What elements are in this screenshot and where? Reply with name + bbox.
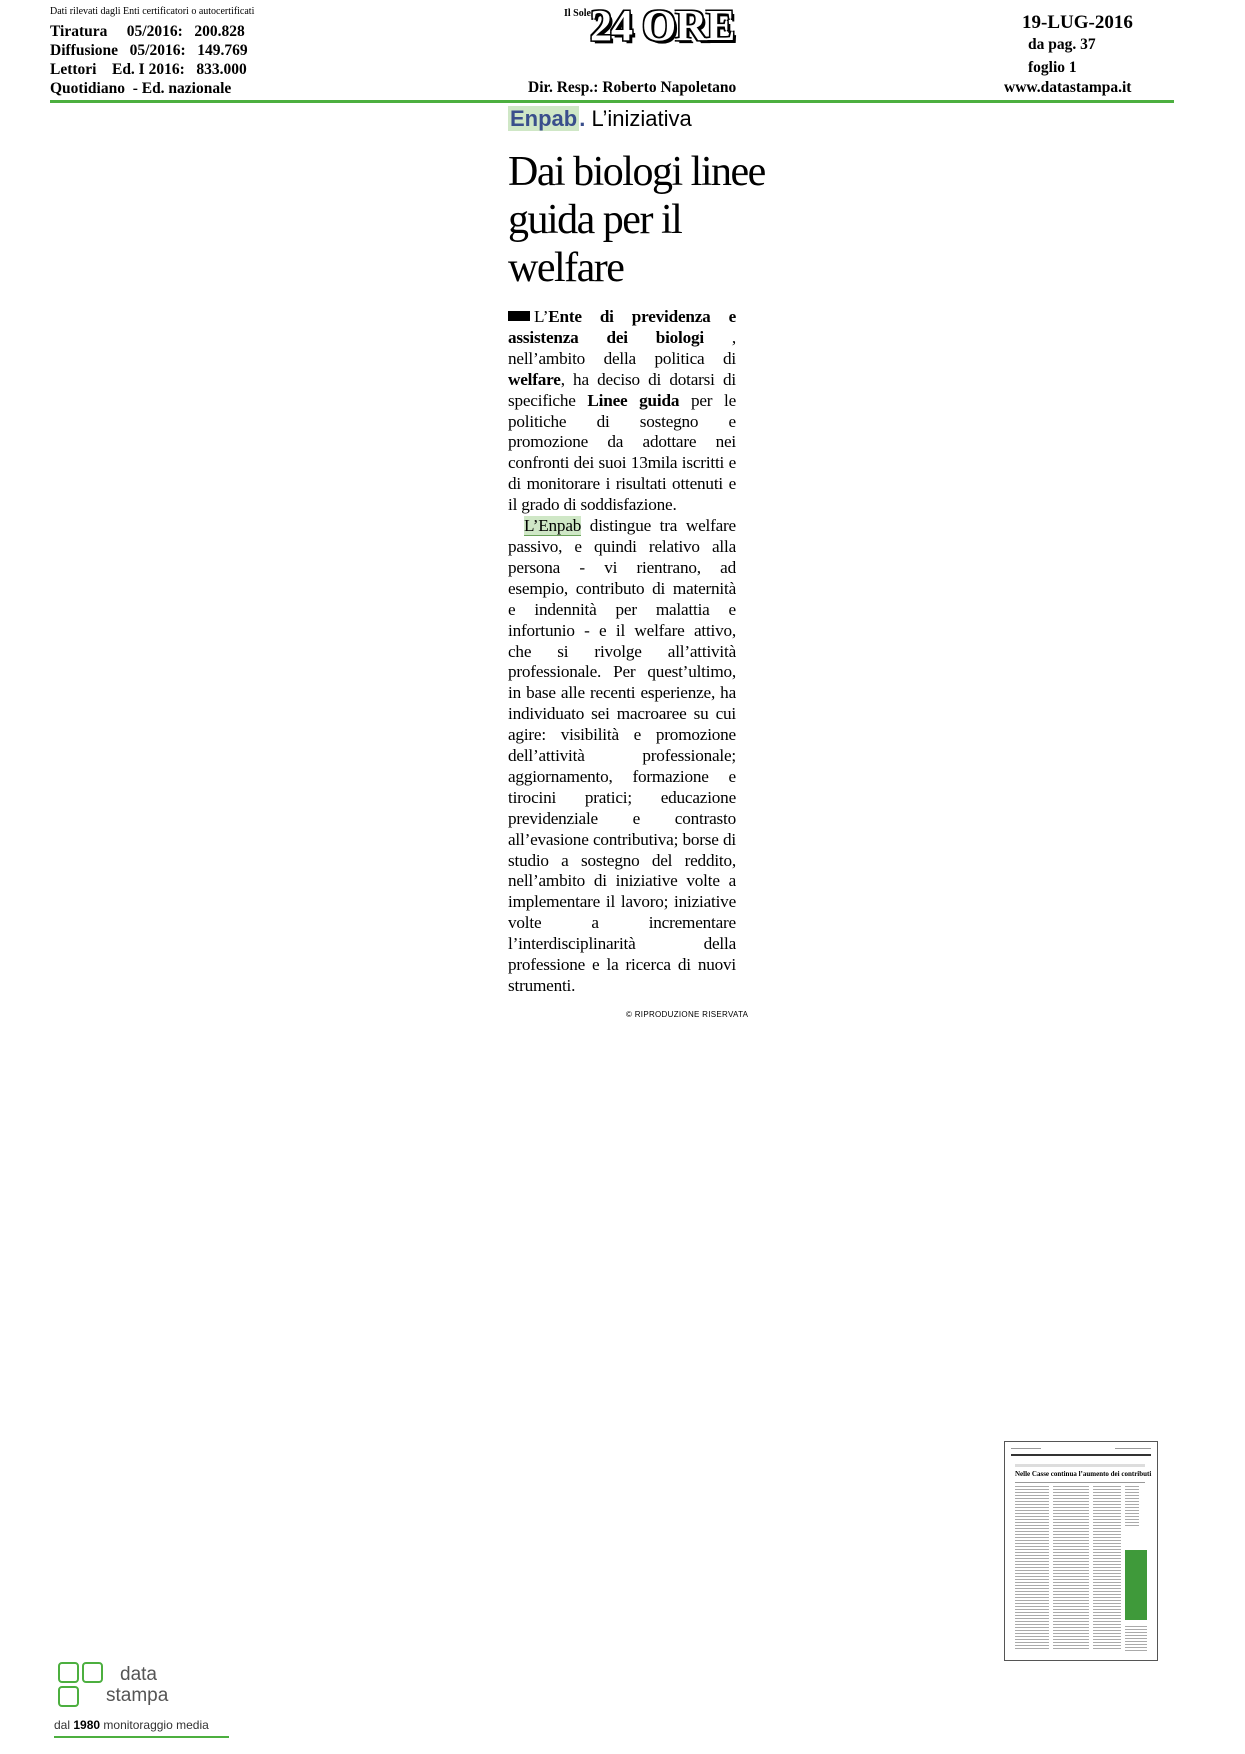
copyright-notice: © RIPRODUZIONE RISERVATA [626, 1010, 749, 1019]
logo-square-icon [82, 1662, 103, 1683]
article-kicker [508, 106, 692, 132]
p1-a: L’ [534, 307, 549, 326]
tag-prefix: dal [54, 1718, 74, 1732]
datastampa-logo [54, 1662, 278, 1742]
thumb-rule [1115, 1448, 1151, 1449]
director-line: Dir. Resp.: Roberto Napoletano [528, 79, 737, 96]
kicker-dot: . [579, 106, 586, 131]
page-ref: da pag. 37 [1028, 36, 1096, 53]
masthead-small: Il Sole [564, 8, 591, 19]
p1-bold-welfare: welfare [508, 369, 561, 389]
thumb-green-box [1125, 1550, 1147, 1620]
edition-label: Quotidiano - Ed. nazionale [50, 80, 232, 97]
masthead-big: 24 ORE [590, 1, 735, 50]
p1-bold-entity: Ente di previdenza e assistenza dei biologi [508, 307, 736, 347]
p1-e: , ha deciso di dotarsi di specifiche [508, 369, 736, 410]
thumb-column [1053, 1486, 1089, 1651]
thumb-rule [1011, 1448, 1041, 1449]
kicker-brand: Enpab [510, 106, 578, 131]
logo-square-icon [58, 1686, 79, 1707]
thumb-column [1093, 1486, 1121, 1651]
kicker-topic: L’iniziativa [591, 106, 692, 131]
header-divider [50, 100, 1174, 103]
article-title: Dai biologi linee guida per il welfare [508, 149, 765, 291]
paragraph-2 [508, 516, 736, 997]
thumb-column [1125, 1486, 1139, 1526]
bullet-square-icon [508, 311, 530, 321]
publication-date: 19-LUG-2016 [1022, 12, 1133, 33]
logo-word-data: data [120, 1664, 157, 1685]
tag-suffix: monitoraggio media [100, 1718, 209, 1732]
thumb-column [1125, 1626, 1147, 1651]
p2-rest: distingue tra welfare passivo, e quindi relativo alla persona - vi rientrano, ad esempio, contributo di maternità e indennità per malattia e infortunio - e il welfare attivo, che si rivolge all’attività professionale. Per quest’ultimo, in base alle recenti esperienze, ha individuato sei macroaree su cui agire: visibilità e promozione dell’attività professionale; aggiornamento, formazione e tirocini pratici; educazione previdenziale e contrasto all’evasione contributiva; borse di studio a sostegno del reddito, nell’ambito di iniziative volte a implementare il lavoro; iniziative volte a incrementare l’interdisciplinarità della professione e la ricerca di nuovi strumenti. [508, 516, 736, 995]
circulation-stats [50, 22, 248, 98]
stat-diffusione: Diffusione 05/2016: 149.769 [50, 42, 248, 59]
tag-year: 1980 [73, 1718, 101, 1732]
page-thumbnail[interactable] [1004, 1441, 1158, 1661]
thumb-rule [1015, 1482, 1145, 1483]
website-link[interactable]: www.datastampa.it [1004, 79, 1132, 96]
sheet-number: foglio 1 [1028, 59, 1077, 76]
logo-square-icon [58, 1662, 79, 1683]
highlight-enpab: L’Enpab [524, 516, 582, 536]
article-body [508, 307, 736, 997]
p1-bold-guidelines: Linee guida [587, 390, 680, 410]
thumb-rule [1011, 1454, 1151, 1456]
logo-underline [54, 1736, 229, 1738]
source-note: Dati rilevati dagli Enti certificatori o autocertificati [50, 6, 255, 17]
thumb-rule [1015, 1464, 1145, 1467]
stat-tiratura: Tiratura 05/2016: 200.828 [50, 23, 245, 40]
thumb-title: Nelle Casse continua l’aumento dei contributi [1015, 1470, 1152, 1478]
p1-g: per le politiche di sostegno e promozione da adottare nei confronti dei suoi 13mila iscritti e di monitorare i risultati ottenuti e il grado di soddisfazione. [508, 390, 737, 515]
logo-tagline [54, 1718, 209, 1732]
masthead-logo [560, 1, 740, 50]
stat-lettori: Lettori Ed. I 2016: 833.000 [50, 61, 247, 78]
thumb-column [1015, 1486, 1049, 1651]
paragraph-1 [508, 307, 736, 516]
logo-word-stampa: stampa [106, 1685, 169, 1706]
p1-c: , nell’ambito della politica di [508, 327, 736, 368]
